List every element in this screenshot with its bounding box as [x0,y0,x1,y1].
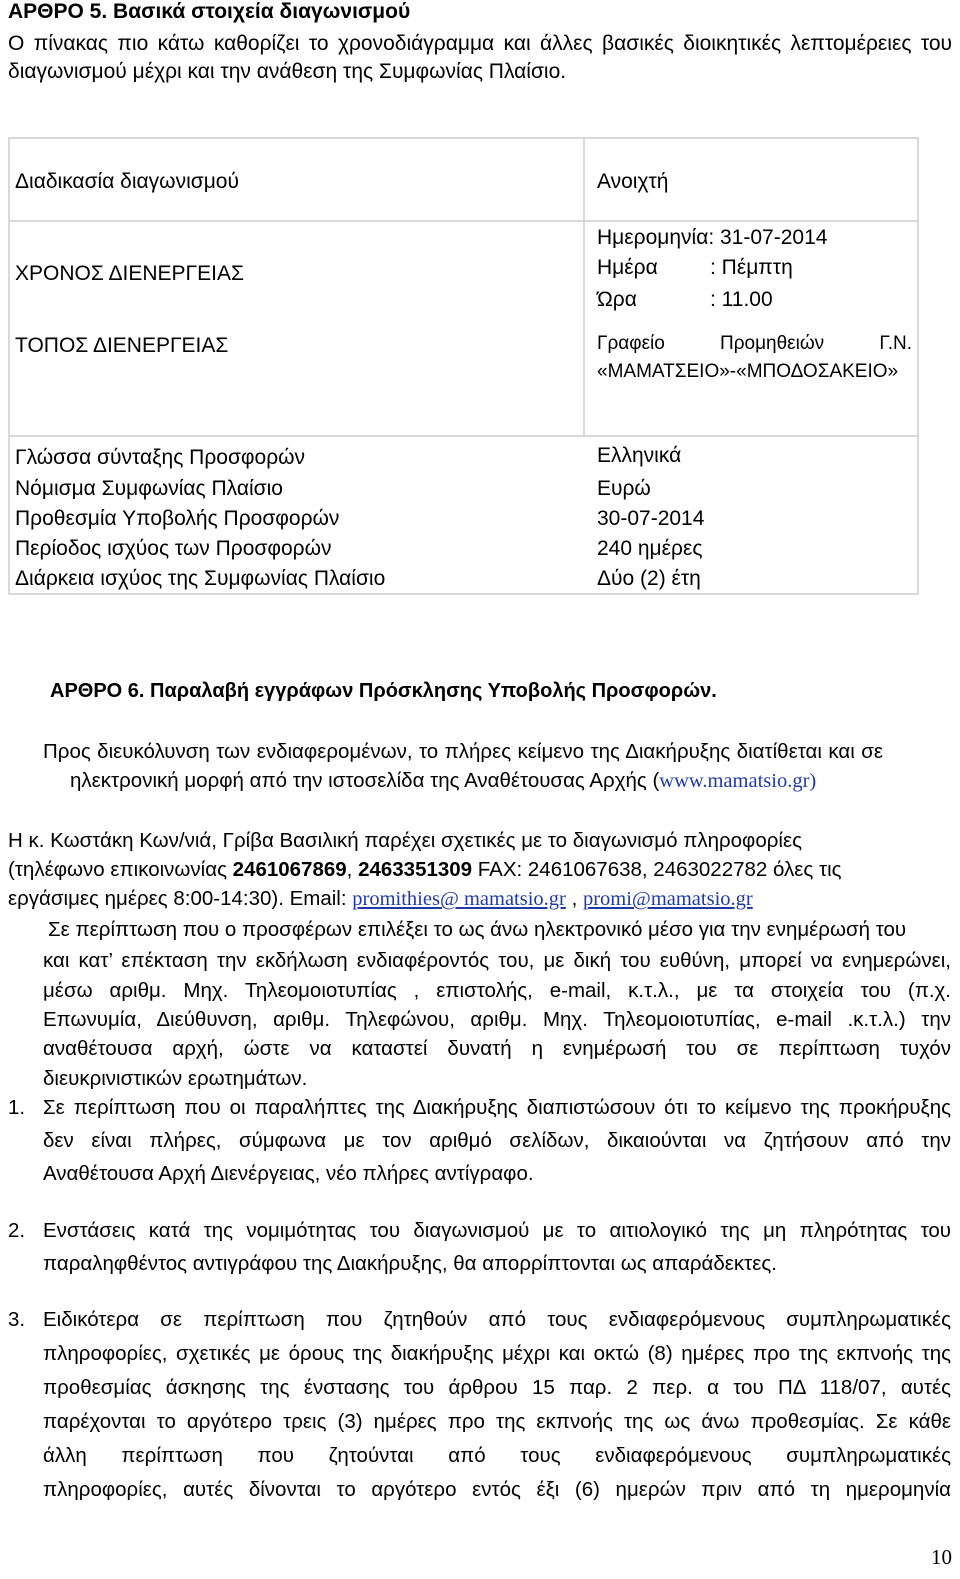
p3-line-5: αναθέτουσα αρχή, ώστε να καταστεί δυνατή η ενημέρωσή του σε περίπτωση τυχόν [43,1037,951,1060]
website-link[interactable]: www.mamatsio.gr) [659,770,817,792]
p1-line-2-text: ηλεκτρονική μορφή από την ιστοσελίδα της Αναθέτουσας Αρχής ( [70,769,660,792]
p3-line-3: μέσω αριθμ. Μηχ. Τηλεομοιοτυπίας , επιστολής, e-mail, κ.τ.λ., με τα στοιχεία του (π.χ. [43,979,951,1002]
email-link-1[interactable]: promithies@ mamatsio.gr [352,888,566,910]
phone-separator: , [346,858,359,881]
p3-line-6: διευκρινιστικών ερωτημάτων. [43,1067,308,1090]
currency-label: Νόμισμα Συμφωνίας Πλαίσιο [15,477,283,500]
item1-line-2: δεν είναι πλήρες, σύμφωνα με τον αριθμό σελίδων, δικαιούνται να ζητήσουν από την [43,1129,951,1152]
p1-line-2 [70,769,816,793]
item3-line-5: άλλη περίπτωση που ζητούνται από τους ενδιαφερόμενους συμπληρωματικές [43,1444,951,1467]
article5-heading: ΑΡΘΡΟ 5. Βασικά στοιχεία διαγωνισμού [8,0,411,23]
p2-line-1: Η κ. Κωστάκη Κων/νιά, Γρίβα Βασιλική παρέχει σχετικές με το διαγωνισμό πληροφορίες [8,829,802,852]
intro-line-1: Ο πίνακας πιο κάτω καθορίζει το χρονοδιάγραμμα και άλλες βασικές διοικητικές λεπτομέρειες του [8,32,952,55]
day-label: Ημέρα [597,256,658,279]
p3-line-2: και κατ’ επέκταση την εκδήλωση ενδιαφέροντός του, με δική του ευθύνη, μπορεί να ενημερώνει, [43,949,951,972]
p3-line-4: Επωνυμία, Διεύθυνση, αριθμ. Τηλεφώνου, αριθμ. Μηχ. Τηλεομοιοτυπίας, e-mail .κ.τ.λ.) την [43,1008,951,1031]
place-label: ΤΟΠΟΣ ΔΙΕΝΕΡΓΕΙΑΣ [15,334,229,357]
deadline-label: Προθεσμία Υποβολής Προσφορών [15,507,340,530]
item2-line-1: Ενστάσεις κατά της νομιμότητας του διαγωνισμού με το αιτιολογικό της μη πληρότητας του [43,1219,951,1242]
item-number: 3. [8,1308,26,1331]
email-separator: , [565,887,583,910]
procedure-value: Ανοιχτή [597,170,669,193]
hour-label: Ώρα [597,288,637,311]
procedure-label: Διαδικασία διαγωνισμού [15,170,239,193]
email-prefix: εργάσιμες ημέρες 8:00-14:30). Email: [8,887,353,910]
date-value: Ημερομηνία: 31-07-2014 [597,226,828,249]
p2-line-2 [8,858,842,882]
item3-line-4: παρέχονται το αργότερο τρεις (3) ημέρες προ της εκπνοής της ως άνω προθεσμίας. Σε κάθε [43,1410,951,1433]
intro-line-2: διαγωνισμού μέχρι και την ανάθεση της Συμφωνίας Πλαίσιο. [8,60,567,83]
place-value-1: Γραφείο Προμηθειών Γ.Ν. [597,333,912,354]
day-value: : Πέμπτη [710,256,793,279]
item1-line-1: Σε περίπτωση που οι παραλήπτες της Διακήρυξης διαπιστώσουν ότι το κείμενο της προκήρυξης [43,1096,951,1119]
item3-line-3: προθεσμίας άσκησης της ένστασης του άρθρου 15 παρ. 2 περ. α του ΠΔ 118/07, αυτές [43,1376,951,1399]
article5-intro [8,30,952,86]
duration-label: Διάρκεια ισχύος της Συμφωνίας Πλαίσιο [15,567,386,590]
p3-line-1: Σε περίπτωση που ο προσφέρων επιλέξει το ως άνω ηλεκτρονικό μέσο για την ενημέρωσή του [48,918,907,941]
duration-value: Δύο (2) έτη [597,567,701,590]
item-number: 2. [8,1219,26,1242]
deadline-value: 30-07-2014 [597,507,705,530]
item3-line-1: Ειδικότερα σε περίπτωση που ζητηθούν από τους ενδιαφερόμενους συμπληρωματικές [43,1308,951,1331]
fax-text: FAX: 2461067638, 2463022782 όλες τις [472,858,842,881]
item3-line-2: πληροφορίες, σχετικές με όρους της διακήρυξης μέχρι και οκτώ (8) ημέρες προ της εκπνοής της [43,1342,951,1365]
hour-value: : 11.00 [710,288,773,311]
phone-1: 2461067869 [232,858,347,881]
email-link-2[interactable]: promi@mamatsio.gr [582,888,753,910]
currency-value: Ευρώ [597,477,651,500]
language-label: Γλώσσα σύνταξης Προσφορών [15,446,306,469]
p1-line-1: Προς διευκόλυνση των ενδιαφερομένων, το πλήρες κείμενο της Διακήρυξης διατίθεται και σε [43,740,883,763]
item1-line-3: Αναθέτουσα Αρχή Διενέργειας, νέο πλήρες αντίγραφο. [43,1162,534,1185]
item2-line-2: παραληφθέντος αντιγράφου της Διακήρυξης, θα απορρίπτονται ως απαράδεκτες. [43,1252,777,1275]
p2-line-3 [8,887,753,911]
time-label: ΧΡΟΝΟΣ ΔΙΕΝΕΡΓΕΙΑΣ [15,262,244,285]
page-number: 10 [931,1545,952,1569]
validity-value: 240 ημέρες [597,537,703,560]
article6-heading: ΑΡΘΡΟ 6. Παραλαβή εγγράφων Πρόσκλησης Υποβολής Προσφορών. [50,680,717,702]
phone-2: 2463351309 [358,858,473,881]
item-number: 1. [8,1096,26,1119]
place-value-2: «ΜΑΜΑΤΣΕΙΟ»-«ΜΠΟΔΟΣΑΚΕΙΟ» [597,361,899,382]
validity-label: Περίοδος ισχύος των Προσφορών [15,537,332,560]
language-value: Ελληνικά [597,444,682,467]
p2-contact-prefix: (τηλέφωνο επικοινωνίας [8,858,233,881]
item3-line-6: πληροφορίες, αυτές δίνονται το αργότερο εντός έξι (6) ημερών πριν από τη ημερομηνία [43,1478,951,1501]
